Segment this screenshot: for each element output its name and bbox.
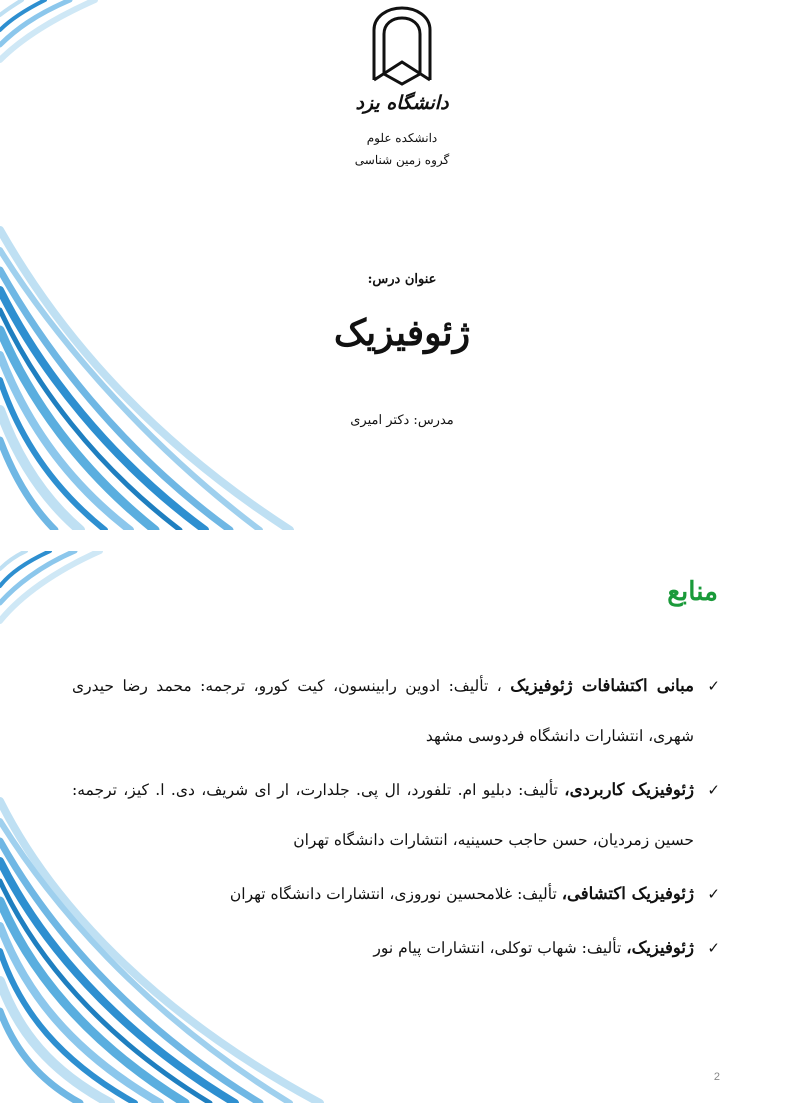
course-label: عنوان درس: [367, 272, 437, 287]
list-item [72, 661, 722, 761]
reference-details: ، تألیف: ادوین رابینسون، کیت کورو، ترجمه: محمد رضا حیدری شهری، انتشارات دانشگاه فردوسی مشهد [72, 677, 694, 745]
department-name: گروه زمین شناسی [354, 153, 450, 167]
list-item [72, 765, 722, 865]
check-icon: ✓ [707, 885, 720, 903]
check-icon: ✓ [707, 677, 720, 695]
list-item [72, 923, 722, 973]
university-name: دانشگاه یزد [355, 92, 449, 114]
reference-title: مبانی اکتشافات ژئوفیزیک [510, 676, 695, 695]
slide-title: منابع [667, 577, 718, 607]
page-number: 2 [713, 1071, 720, 1083]
blue-swoosh-decoration [0, 0, 360, 530]
reference-title: ژئوفیزیک اکتشافی، [561, 884, 694, 903]
references-list [72, 661, 722, 973]
reference-details: تألیف: شهاب توکلی، انتشارات پیام نور [373, 939, 627, 957]
reference-details: تألیف: دبلیو ام. تلفورد، ال پی. جلدارت، ار ای شریف، دی. ا. کیز، ترجمه: حسین زمردیان، حسن حاجب حسینیه، انتشارات دانشگاه تهران [72, 781, 694, 849]
check-icon: ✓ [707, 939, 720, 957]
course-title: ژئوفیزیک [333, 312, 471, 354]
reference-title: ژئوفیزیک، [626, 938, 694, 957]
faculty-name: دانشکده علوم [366, 131, 438, 145]
list-item [72, 869, 722, 919]
reference-title: ژئوفیزیک کاربردی، [564, 780, 695, 799]
check-icon: ✓ [707, 781, 720, 799]
yazd-university-logo [368, 4, 436, 88]
title-slide [0, 0, 794, 530]
instructor-name: مدرس: دکتر امیری [350, 413, 454, 428]
references-slide [0, 551, 794, 1103]
reference-details: تألیف: غلامحسین نوروزی، انتشارات دانشگاه تهران [229, 885, 562, 903]
